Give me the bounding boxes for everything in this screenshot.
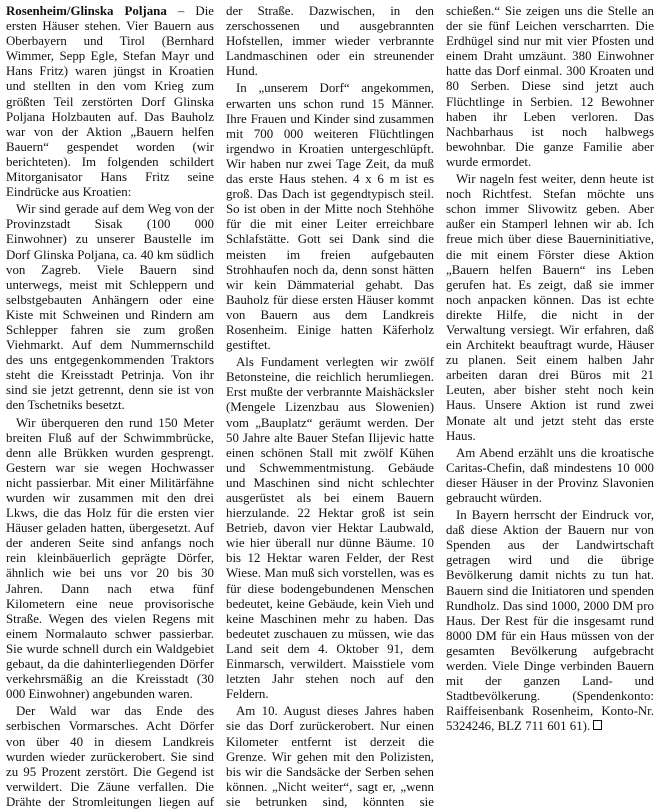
article-paragraph: Wir überqueren den rund 150 Meter breiten Fluß auf der Schwimmbrücke, denn alle Brükken wurden gesprengt. Gestern war sie wegen Hochwasser nicht passierbar. Mit einer Militärfähne wurden wir zusammen mit den drei Lkws, die das Holz für die ersten vier Häuser geladen hatten, übergesetzt. Auf der anderen Seite sind anfangs noch rein kleinbäuerlich geprägte Dörfer, ähnlich wie bei uns vor 20 bis 30 Jahren. Dann nach etwa fünf Kilometern eine neue provisorische Straße. Wegen des vielen Regens mit einem Normalauto schwer passierbar. Sie wurde schnell durch ein Waldgebiet gebaut, da die dahinterliegenden Dörfer verkehrsmäßig an die Kreisstadt (30 000 Einwohner) angebunden waren. <box>6 415 214 702</box>
end-of-article-mark <box>593 720 602 730</box>
article-paragraph: In „unserem Dorf“ angekommen, erwarten uns schon rund 15 Männer. Ihre Frauen und Kinder sind zusammen mit 700 000 weiteren Flüchtlingen irgendwo in Kroatien untergeschlüpft. Wir haben nur zwei Tage Zeit, da muß das erste Haus stehen. 4 x 6 m ist es groß. Das Dach ist gegendtypisch steil. So ist oben in der Mitte noch Stehhöhe für die mit einer Leiter erreichbare Schlafstätte. Gott sei Dank sind die meisten im freien aufgebauten Strohhaufen noch da, denn sonst hätten wir kein Dämmaterial gehabt. Das Bauholz für diese ersten Häuser kommt von Bauern aus dem Landkreis Rosenheim. Einige hatten Käferholz gestiftet. <box>226 81 434 353</box>
article-lead-text: – Die ersten Häuser stehen. Vier Bauern aus Oberbayern und Tirol (Bernhard Wimmer, Sepp Egle, Stefan Mayr und Hans Fritz) waren jüngst in Kroatien und stellten in den vom Krieg zum größten Teil zerstörten Dorf Glinska Poljana Holzbauten auf. Das Bauholz war von der Aktion „Bauern helfen Bauern“ gespendet worden (wir berichteten). Im folgenden schildert Mitorganisator Hans Fritz seine Eindrücke aus Kroatien: <box>6 4 214 200</box>
article-final-paragraph <box>446 508 654 734</box>
article-paragraph: Der Wald war das Ende des serbischen Vormarsches. Acht Dörfer von über 40 in diesem Landkreis wurden wieder zurückerobert. Sie sind zu 95 Prozent zerstört. Die Gegend ist verwildert. Die Zäune verfallen. Die Drähte der Stromleitungen liegen auf der Straße. Dazwischen, in den zerschossenen und ausgebrannten Hofstellen, immer wieder verbrannte Landmaschinen oder ein streunender Hund. <box>6 4 434 809</box>
article-paragraph: Am 10. August dieses Jahres haben sie das Dorf zurückerobert. Nur einen Kilometer entfernt ist derzeit die Grenze. Wir gehen mit den Polizisten, bis wir die Sandsäcke der Serben sehen können. „Nicht weiter“, sagt er, „wenn sie betrunken sind, könnten sie schießen.“ Sie zeigen uns die Stelle an der sie fünf Leichen verscharrten. Die Erdhügel sind nur mit vier Pfosten und einem Draht umzäunt. 380 Einwohner hatte das Dorf einmal. 300 Kroaten und 80 Serben. Diese sind jetzt auch Flüchtlinge in Serbien. 12 Bewohner haben ihr Leben verloren. Das Nachbarhaus ist noch halbwegs bewohnbar. Die ganze Familie aber wurde ermordet. <box>226 4 654 809</box>
article-final-text: In Bayern herrscht der Eindruck vor, daß diese Aktion der Bauern nur von Spenden aus der Landwirtschaft getragen wird und die übrige Bevölkerung damit nichts zu tun hat. Bauern sind die Initiatoren und spenden Rundholz. Das sind 1000, 2000 DM pro Haus. Der Rest für die insgesamt rund 8000 DM für ein Haus müssen von der gesamten Bevölkerung aufgebracht werden. Viele Dinge verbinden Bauern mit der ganzen Land- und Stadtbevölkerung. (Spendenkonto: Raiffeisenbank Rosenheim, Konto-Nr. 5324246, BLZ 711 601 61). <box>446 508 654 734</box>
article-paragraph: Wir nageln fest weiter, denn heute ist noch Richtfest. Stefan möchte uns schon immer Slivowitz geben. Aber außer ein Stamperl lehnen wir ab. Ich freue mich über diese Bauerninitiative, die mit einem Förster diese Aktion „Bauern helfen Bauern“ ins Leben gerufen hat. Es zeigt, daß sie immer noch anpacken können. Das ist echte direkte Hilfe, die nicht in der Verwaltung versiegt. Wir erfahren, daß ein Architekt beauftragt wurde, Häuser zu planen. Seit einem halben Jahr arbeiten daran drei Büros mit 21 Leuten, aber bisher steht noch kein Haus. Unsere Aktion ist rund zwei Monate alt und jetzt steht das erste Haus. <box>446 172 654 443</box>
article-paragraph: Als Fundament verlegten wir zwölf Betonsteine, die reichlich herumliegen. Erst mußte der verbrannte Maishäcksler (Mengele Lizenzbau aus Slowenien) vom „Bauplatz“ geräumt werden. Der 50 Jahre alte Bauer Stefan Ilijevic hatte einen schönen Stall mit zwölf Kühen und Schwemmentmistung. Gebäude und Maschinen sind nicht schlechter ausgerüstet als bei einem Bauern hierzulande. 22 Hektar groß ist sein Betrieb, davon vier Hektar Laubwald, wie hier überall nur dünne Bäume. 10 bis 12 Hektar waren Felder, der Rest Wiese. Man muß sich vorstellen, was es für diese bodengebundenen Menschen bedeutet, keine Gebäude, kein Vieh und keine Maschinen mehr zu haben. Das bedeutet zuschauen zu müssen, wie das Land seit dem 4. Oktober 91, dem Einmarsch, verwildert. Maisstiele vom letzten Jahr stehen noch auf den Feldern. <box>226 355 434 702</box>
article-dateline: Rosenheim/Glinska Poljana <box>6 4 167 18</box>
article-paragraph: Am Abend erzählt uns die kroatische Caritas-Chefin, daß mindestens 10 000 dieser Häuser in der Provinz Slavonien gebraucht würden. <box>446 445 654 505</box>
article-paragraph: Wir sind gerade auf dem Weg von der Provinzstadt Sisak (100 000 Einwohner) zu unserer Baustelle im Dorf Glinska Poljana, ca. 40 km südlich von Zagreb. Viele Bauern sind unterwegs, meist mit Schleppern und selbstgebauten Anhängern oder eine Kiste mit Schweinen und Rindern am Schlepper fahren sie zum großen Viehmarkt. Auf dem Nummernschild des uns entgegenkommenden Traktors steht die Kreisstadt Petrinja. Von ihr sind sie jetzt getrennt, denn sie ist von den Tschetniks besetzt. <box>6 202 214 413</box>
article-lead-paragraph <box>6 4 214 200</box>
